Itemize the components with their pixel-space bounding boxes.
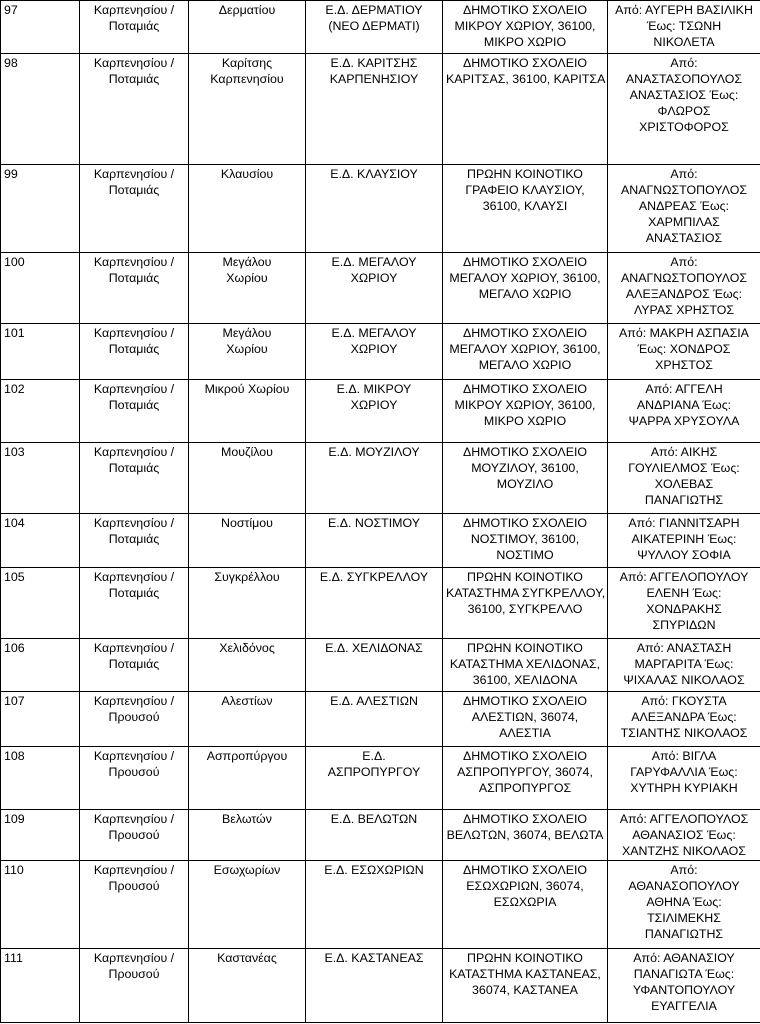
voter-range-line: Από: ΑΘΑΝΑΣΙΟΥ (633, 951, 735, 965)
table-row (1, 54, 760, 165)
municipality-line: Καρπενησίου / (93, 863, 175, 877)
polling-address-line: ΚΑΤΑΣΤΗΜΑ ΧΕΛΙΔΟΝΑΣ, (449, 657, 601, 671)
community-cell (189, 861, 306, 949)
polling-section-line: Ε.Δ. ΒΕΛΩΤΩΝ (330, 812, 418, 826)
polling-section-line: Ε.Δ. ΑΛΕΣΤΙΩΝ (330, 694, 418, 708)
station-number-cell: 109 (1, 810, 80, 861)
municipality-cell (80, 861, 189, 949)
voter-range-line: ΤΣΙΑΝΤΗΣ ΝΙΚΟΛΑΟΣ (620, 726, 748, 740)
polling-section-line: ΧΩΡΙΟΥ (350, 398, 398, 412)
municipality-line: Καρπενησίου / (93, 812, 175, 826)
table-row (1, 949, 760, 1023)
municipality-line: Ποταμιάς (108, 183, 160, 197)
community-line: Δερματίου (218, 3, 276, 17)
station-number-cell: 99 (1, 165, 80, 253)
community-line: Χωρίου (226, 271, 268, 285)
polling-section-cell (306, 54, 443, 165)
voter-range-line: Από: ΓΙΑΝΝΙΤΣΑΡΗ (628, 516, 740, 530)
polling-address-cell (443, 692, 608, 747)
polling-address-line: ΔΗΜΟΤΙΚΟ ΣΧΟΛΕΙΟ (462, 3, 588, 17)
polling-address-line: 36100, ΣΥΓΚΡΕΛΛΟ (467, 602, 583, 616)
polling-address-cell (443, 253, 608, 324)
voter-range-line: Από: ΑΝΑΣΤΑΣΗ (636, 641, 732, 655)
polling-section-line: Ε.Δ. ΜΕΓΑΛΟΥ (331, 326, 417, 340)
municipality-line: Καρπενησίου / (93, 694, 175, 708)
voter-range-line: Από: ΓΚΟΥΣΤΑ (641, 694, 727, 708)
voter-range-line: ΜΑΡΓΑΡΙΤΑ Έως: (634, 657, 734, 671)
voter-range-line: ΓΟΥΛΙΕΛΜΟΣ Έως: (628, 461, 740, 475)
voter-range-cell (608, 1, 760, 54)
voter-range-line: ΑΝΑΣΤΑΣΟΠΟΥΛΟΣ (625, 72, 743, 86)
voter-range-cell (608, 54, 760, 165)
polling-section-cell (306, 443, 443, 514)
table-row (1, 639, 760, 692)
municipality-line: Ποταμιάς (108, 271, 160, 285)
polling-section-cell (306, 1, 443, 54)
voter-range-cell (608, 949, 760, 1023)
polling-address-cell (443, 639, 608, 692)
table-row (1, 165, 760, 253)
polling-address-line: 36100, ΧΕΛΙΔΟΝΑ (472, 673, 578, 687)
voter-range-line: ΥΦΑΝΤΟΠΟΥΛΟΥ (632, 983, 736, 997)
table-row (1, 692, 760, 747)
polling-address-line: ΜΙΚΡΟ ΧΩΡΙΟ (483, 414, 567, 428)
municipality-line: Ποταμιάς (108, 532, 160, 546)
voter-range-line: Από: ΑΙΚΗΣ (650, 445, 718, 459)
polling-address-line: ΝΟΣΤΙΜΟΥ, 36100, (470, 532, 580, 546)
polling-section-cell (306, 861, 443, 949)
voter-range-line: Έως: ΤΣΩΝΗ (646, 19, 722, 33)
voter-range-line: ΧΡΙΣΤΟΦΟΡΟΣ (639, 120, 729, 134)
station-number-cell: 98 (1, 54, 80, 165)
voter-range-cell (608, 443, 760, 514)
polling-address-cell (443, 949, 608, 1023)
community-line: Καστανέας (217, 951, 277, 965)
polling-section-line: Ε.Δ. ΜΟΥΖΙΛΟΥ (328, 445, 420, 459)
polling-address-line: ΜΙΚΡΟ ΧΩΡΙΟ (483, 35, 567, 49)
municipality-cell (80, 639, 189, 692)
voter-range-line: ΑΛΕΞΑΝΔΡΑ Έως: (631, 710, 737, 724)
voter-range-cell (608, 861, 760, 949)
voter-range-line: ΧΟΝΔΡΑΚΗΣ (646, 602, 722, 616)
station-number-cell: 104 (1, 514, 80, 568)
polling-section-line: ΑΣΠΡΟΠΥΡΓΟΥ (327, 765, 421, 779)
table-row (1, 324, 760, 380)
voter-range-line: ΠΑΝΑΓΙΩΤΑ Έως: (633, 967, 735, 981)
voter-range-line: Από: (670, 167, 698, 181)
community-line: Συγκρέλλου (214, 570, 280, 584)
voter-range-line: ΑΝΑΣΤΑΣΙΟΣ Έως: (629, 88, 739, 102)
municipality-cell (80, 949, 189, 1023)
polling-address-cell (443, 514, 608, 568)
municipality-line: Καρπενησίου / (93, 167, 175, 181)
polling-address-line: ΠΡΩΗΝ ΚΟΙΝΟΤΙΚΟ (467, 641, 583, 655)
voter-range-line: Από: (670, 56, 698, 70)
municipality-cell (80, 747, 189, 810)
polling-address-cell (443, 1, 608, 54)
community-cell (189, 165, 306, 253)
polling-address-line: ΔΗΜΟΤΙΚΟ ΣΧΟΛΕΙΟ (462, 516, 588, 530)
municipality-cell (80, 568, 189, 639)
community-line: Χωρίου (226, 342, 268, 356)
voter-range-line: Από: ΑΓΓΕΛΗ (645, 382, 723, 396)
polling-section-line: Ε.Δ. ΚΛΑΥΣΙΟΥ (330, 167, 418, 181)
voter-range-line: ΧΥΤΗΡΗ ΚΥΡΙΑΚΗ (630, 781, 738, 795)
community-cell (189, 639, 306, 692)
table-row (1, 514, 760, 568)
polling-address-line: ΝΟΣΤΙΜΟ (496, 548, 554, 562)
polling-address-line: ΜΕΓΑΛΟ ΧΩΡΙΟ (478, 358, 572, 372)
polling-section-cell (306, 165, 443, 253)
municipality-cell (80, 1, 189, 54)
voter-range-cell (608, 639, 760, 692)
polling-address-line: ΔΗΜΟΤΙΚΟ ΣΧΟΛΕΙΟ (462, 56, 588, 70)
station-number-cell: 107 (1, 692, 80, 747)
municipality-line: Προυσού (108, 828, 160, 842)
table-row (1, 861, 760, 949)
voter-range-line: Από: ΒΙΓΛΑ (651, 749, 717, 763)
polling-address-line: ΑΛΕΣΤΙΩΝ, 36074, (471, 710, 579, 724)
voter-range-cell (608, 568, 760, 639)
station-number-cell: 106 (1, 639, 80, 692)
community-line: Χελιδόνος (219, 641, 275, 655)
polling-section-cell (306, 253, 443, 324)
polling-address-line: 36074, ΚΑΣΤΑΝΕΑ (472, 983, 578, 997)
polling-address-cell (443, 165, 608, 253)
voter-range-line: ΑΛΕΞΑΝΔΡΟΣ Έως: (625, 287, 743, 301)
polling-address-line: ΜΙΚΡΟΥ ΧΩΡΙΟΥ, 36100, (454, 19, 596, 33)
community-line: Ασπροπύργου (206, 749, 288, 763)
voter-range-line: ΑΙΚΑΤΕΡΙΝΗ Έως: (631, 532, 737, 546)
community-line: Μουζίλου (221, 445, 273, 459)
polling-address-cell (443, 747, 608, 810)
polling-section-line: Ε.Δ. ΝΟΣΤΙΜΟΥ (328, 516, 420, 530)
community-line: Μικρού Χωρίου (204, 382, 290, 396)
municipality-line: Προυσού (108, 765, 160, 779)
voter-range-line: ΑΝΔΡΕΑΣ Έως: (638, 199, 730, 213)
municipality-cell (80, 810, 189, 861)
municipality-cell (80, 324, 189, 380)
voter-range-line: ΧΡΗΣΤΟΣ (655, 358, 713, 372)
voter-range-line: ΕΥΑΓΓΕΛΙΑ (651, 999, 717, 1013)
table-row (1, 747, 760, 810)
polling-address-line: ΜΕΓΑΛΟΥ ΧΩΡΙΟΥ, 36100, (449, 342, 601, 356)
polling-address-line: ΠΡΩΗΝ ΚΟΙΝΟΤΙΚΟ (467, 951, 583, 965)
municipality-cell (80, 443, 189, 514)
voter-range-line: ΛΥΡΑΣ ΧΡΗΣΤΟΣ (633, 303, 735, 317)
municipality-line: Καρπενησίου / (93, 3, 175, 17)
polling-address-line: ΑΛΕΣΤΙΑ (499, 726, 551, 740)
polling-section-line: Ε.Δ. ΚΑΡΙΤΣΗΣ (330, 56, 418, 70)
municipality-line: Προυσού (108, 710, 160, 724)
community-line: Μεγάλου (222, 326, 272, 340)
community-cell (189, 443, 306, 514)
table-row (1, 443, 760, 514)
voter-range-cell (608, 692, 760, 747)
community-cell (189, 253, 306, 324)
polling-address-line: ΠΡΩΗΝ ΚΟΙΝΟΤΙΚΟ (467, 570, 583, 584)
community-cell (189, 1, 306, 54)
station-number-cell: 103 (1, 443, 80, 514)
voter-range-line: ΧΑΝΤΖΗΣ ΝΙΚΟΛΑΟΣ (622, 844, 746, 858)
municipality-line: Προυσού (108, 967, 160, 981)
polling-section-line: Ε.Δ. ΧΕΛΙΔΟΝΑΣ (325, 641, 423, 655)
station-number-cell: 101 (1, 324, 80, 380)
voter-range-line: ΣΠΥΡΙΔΩΝ (652, 618, 716, 632)
voter-range-line: ΑΝΑΓΝΩΣΤΟΠΟΥΛΟΣ (621, 183, 747, 197)
polling-address-line: ΜΕΓΑΛΟΥ ΧΩΡΙΟΥ, 36100, (449, 271, 601, 285)
voter-range-line: ΧΑΡΜΠΙΛΑΣ (648, 215, 720, 229)
municipality-cell (80, 514, 189, 568)
municipality-line: Ποταμιάς (108, 657, 160, 671)
polling-section-cell (306, 568, 443, 639)
table-row (1, 253, 760, 324)
municipality-line: Καρπενησίου / (93, 641, 175, 655)
community-cell (189, 568, 306, 639)
station-number-cell: 108 (1, 747, 80, 810)
municipality-line: Ποταμιάς (108, 72, 160, 86)
station-number-cell: 105 (1, 568, 80, 639)
polling-section-cell (306, 747, 443, 810)
polling-section-cell (306, 810, 443, 861)
polling-address-line: ΜΕΓΑΛΟ ΧΩΡΙΟ (478, 287, 572, 301)
community-cell (189, 54, 306, 165)
voter-range-line: Από: ΜΑΚΡΗ ΑΣΠΑΣΙΑ (619, 326, 749, 340)
station-number-cell: 97 (1, 1, 80, 54)
voter-range-line: ΑΘΗΝΑ Έως: (646, 895, 722, 909)
polling-address-line: ΓΡΑΦΕΙΟ ΚΛΑΥΣΙΟΥ, (465, 183, 585, 197)
polling-address-line: 36100, ΚΛΑΥΣΙ (482, 199, 568, 213)
voter-range-cell (608, 253, 760, 324)
polling-section-line: Ε.Δ. ΔΕΡΜΑΤΙΟΥ (325, 3, 423, 17)
voter-range-line: Από: (670, 255, 698, 269)
voter-range-cell (608, 747, 760, 810)
polling-section-line: Ε.Δ. ΜΕΓΑΛΟΥ (331, 255, 417, 269)
table-row (1, 380, 760, 443)
voter-range-line: ΝΙΚΟΛΕΤΑ (653, 35, 715, 49)
voter-range-cell (608, 380, 760, 443)
polling-section-line: Ε.Δ. ΕΣΩΧΩΡΙΩΝ (324, 863, 424, 877)
voter-range-cell (608, 165, 760, 253)
municipality-line: Ποταμιάς (108, 461, 160, 475)
community-line: Καρπενησίου (210, 72, 284, 86)
voter-range-line: ΑΝΑΣΤΑΣΙΟΣ (645, 231, 723, 245)
polling-address-line: ΔΗΜΟΤΙΚΟ ΣΧΟΛΕΙΟ (462, 382, 588, 396)
municipality-cell (80, 54, 189, 165)
polling-section-cell (306, 380, 443, 443)
voter-range-line: ΤΣΙΛΙΜΕΚΗΣ (647, 911, 721, 925)
community-cell (189, 380, 306, 443)
community-line: Καρίτσης (221, 56, 273, 70)
municipality-line: Καρπενησίου / (93, 570, 175, 584)
polling-address-cell (443, 443, 608, 514)
polling-address-line: ΔΗΜΟΤΙΚΟ ΣΧΟΛΕΙΟ (462, 326, 588, 340)
municipality-line: Καρπενησίου / (93, 516, 175, 530)
community-cell (189, 514, 306, 568)
voter-range-cell (608, 324, 760, 380)
polling-section-cell (306, 949, 443, 1023)
polling-address-line: ΕΣΩΧΩΡΙΑ (493, 895, 557, 909)
voter-range-line: ΑΝΔΡΙΑΝΑ Έως: (636, 398, 732, 412)
voter-range-line: ΑΝΑΓΝΩΣΤΟΠΟΥΛΟΣ (621, 271, 747, 285)
polling-address-cell (443, 380, 608, 443)
municipality-line: Ποταμιάς (108, 398, 160, 412)
municipality-cell (80, 692, 189, 747)
municipality-line: Ποταμιάς (108, 342, 160, 356)
polling-address-cell (443, 810, 608, 861)
municipality-line: Καρπενησίου / (93, 382, 175, 396)
polling-section-line: ΧΩΡΙΟΥ (350, 271, 398, 285)
polling-address-line: ΚΑΤΑΣΤΗΜΑ ΣΥΓΚΡΕΛΛΟΥ, (446, 586, 606, 600)
voter-range-line: Από: ΑΓΓΕΛΟΠΟΥΛΟΣ (619, 812, 749, 826)
table-body (1, 1, 760, 1023)
polling-address-line: ΒΕΛΩΤΩΝ, 36074, ΒΕΛΩΤΑ (446, 828, 604, 842)
polling-section-cell (306, 324, 443, 380)
voter-range-line: ΓΑΡΥΦΑΛΛΙΑ Έως: (630, 765, 738, 779)
polling-address-line: ΠΡΩΗΝ ΚΟΙΝΟΤΙΚΟ (467, 167, 583, 181)
voter-range-line: ΦΛΩΡΟΣ (657, 104, 711, 118)
polling-section-line: (ΝΕΟ ΔΕΡΜΑΤΙ) (328, 19, 420, 33)
polling-section-line: ΚΑΡΠΕΝΗΣΙΟΥ (329, 72, 419, 86)
community-cell (189, 949, 306, 1023)
station-number-cell: 100 (1, 253, 80, 324)
polling-address-line: ΑΣΠΡΟΠΥΡΓΟΥ, 36074, (457, 765, 593, 779)
table-row (1, 1, 760, 54)
polling-address-line: ΚΑΤΑΣΤΗΜΑ ΚΑΣΤΑΝΕΑΣ, (449, 967, 601, 981)
municipality-cell (80, 253, 189, 324)
polling-address-line: ΜΟΥΖΙΛΟ (496, 477, 554, 491)
community-line: Βελωτών (222, 812, 272, 826)
polling-section-line: Ε.Δ. ΣΥΓΚΡΕΛΛΟΥ (319, 570, 429, 584)
municipality-line: Ποταμιάς (108, 19, 160, 33)
polling-section-line: Ε.Δ. ΜΙΚΡΟΥ (336, 382, 412, 396)
voter-range-line: ΧΟΛΕΒΑΣ (654, 477, 714, 491)
voter-range-line: ΠΑΝΑΓΙΩΤΗΣ (644, 927, 724, 941)
voter-range-line: ΑΘΑΝΑΣΙΟΣ Έως: (632, 828, 736, 842)
polling-address-line: ΔΗΜΟΤΙΚΟ ΣΧΟΛΕΙΟ (462, 445, 588, 459)
station-number-cell: 102 (1, 380, 80, 443)
station-number-cell: 110 (1, 861, 80, 949)
polling-address-line: ΑΣΠΡΟΠΥΡΓΟΣ (478, 781, 572, 795)
polling-section-line: ΧΩΡΙΟΥ (350, 342, 398, 356)
voter-range-line: Από: ΑΥΓΕΡΗ ΒΑΣΙΛΙΚΗ (615, 3, 753, 17)
community-line: Μεγάλου (222, 255, 272, 269)
polling-address-line: ΔΗΜΟΤΙΚΟ ΣΧΟΛΕΙΟ (462, 863, 588, 877)
municipality-cell (80, 380, 189, 443)
polling-section-line: Ε.Δ. ΚΑΣΤΑΝΕΑΣ (324, 951, 424, 965)
voter-range-line: Από: ΑΓΓΕΛΟΠΟΥΛΟΥ (619, 570, 749, 584)
municipality-line: Καρπενησίου / (93, 445, 175, 459)
community-line: Νοστίμου (221, 516, 273, 530)
polling-address-line: ΜΙΚΡΟΥ ΧΩΡΙΟΥ, 36100, (454, 398, 596, 412)
community-line: Αλεστίων (221, 694, 273, 708)
polling-section-line: Ε.Δ. (362, 749, 386, 763)
voter-range-line: ΨΑΡΡΑ ΧΡΥΣΟΥΛΑ (628, 414, 740, 428)
voter-range-line: ΕΛΕΝΗ Έως: (646, 586, 722, 600)
polling-address-line: ΔΗΜΟΤΙΚΟ ΣΧΟΛΕΙΟ (462, 812, 588, 826)
community-line: Κλαυσίου (220, 167, 274, 181)
municipality-line: Καρπενησίου / (93, 255, 175, 269)
polling-address-line: ΜΟΥΖΙΛΟΥ, 36100, (471, 461, 579, 475)
voter-range-line: Από: (670, 863, 698, 877)
polling-address-line: ΔΗΜΟΤΙΚΟ ΣΧΟΛΕΙΟ (462, 694, 588, 708)
community-cell (189, 747, 306, 810)
polling-address-cell (443, 568, 608, 639)
polling-section-cell (306, 639, 443, 692)
voter-range-cell (608, 810, 760, 861)
voter-range-line: ΑΘΑΝΑΣΟΠΟΥΛΟΥ (628, 879, 740, 893)
voter-range-line: Έως: ΧΟΝΔΡΟΣ (637, 342, 731, 356)
community-cell (189, 324, 306, 380)
voter-range-line: ΨΙΧΑΛΑΣ ΝΙΚΟΛΑΟΣ (623, 673, 745, 687)
municipality-line: Καρπενησίου / (93, 749, 175, 763)
municipality-line: Καρπενησίου / (93, 56, 175, 70)
polling-address-cell (443, 324, 608, 380)
municipality-cell (80, 165, 189, 253)
table-row (1, 568, 760, 639)
polling-address-cell (443, 54, 608, 165)
voter-range-line: ΨΥΛΛΟΥ ΣΟΦΙΑ (637, 548, 731, 562)
polling-section-cell (306, 692, 443, 747)
table-row (1, 810, 760, 861)
polling-address-line: ΔΗΜΟΤΙΚΟ ΣΧΟΛΕΙΟ (462, 255, 588, 269)
municipality-line: Προυσού (108, 879, 160, 893)
polling-address-line: ΕΣΩΧΩΡΙΩΝ, 36074, (466, 879, 584, 893)
polling-address-line: ΔΗΜΟΤΙΚΟ ΣΧΟΛΕΙΟ (462, 749, 588, 763)
community-cell (189, 810, 306, 861)
voter-range-line: ΠΑΝΑΓΙΩΤΗΣ (644, 493, 724, 507)
community-cell (189, 692, 306, 747)
community-line: Εσωχωρίων (213, 863, 281, 877)
station-number-cell: 111 (1, 949, 80, 1023)
polling-section-cell (306, 514, 443, 568)
polling-address-cell (443, 861, 608, 949)
municipality-line: Καρπενησίου / (93, 326, 175, 340)
voter-range-cell (608, 514, 760, 568)
municipality-line: Καρπενησίου / (93, 951, 175, 965)
municipality-line: Ποταμιάς (108, 586, 160, 600)
polling-address-line: ΚΑΡΙΤΣΑΣ, 36100, ΚΑΡΙΤΣΑ (446, 72, 606, 86)
